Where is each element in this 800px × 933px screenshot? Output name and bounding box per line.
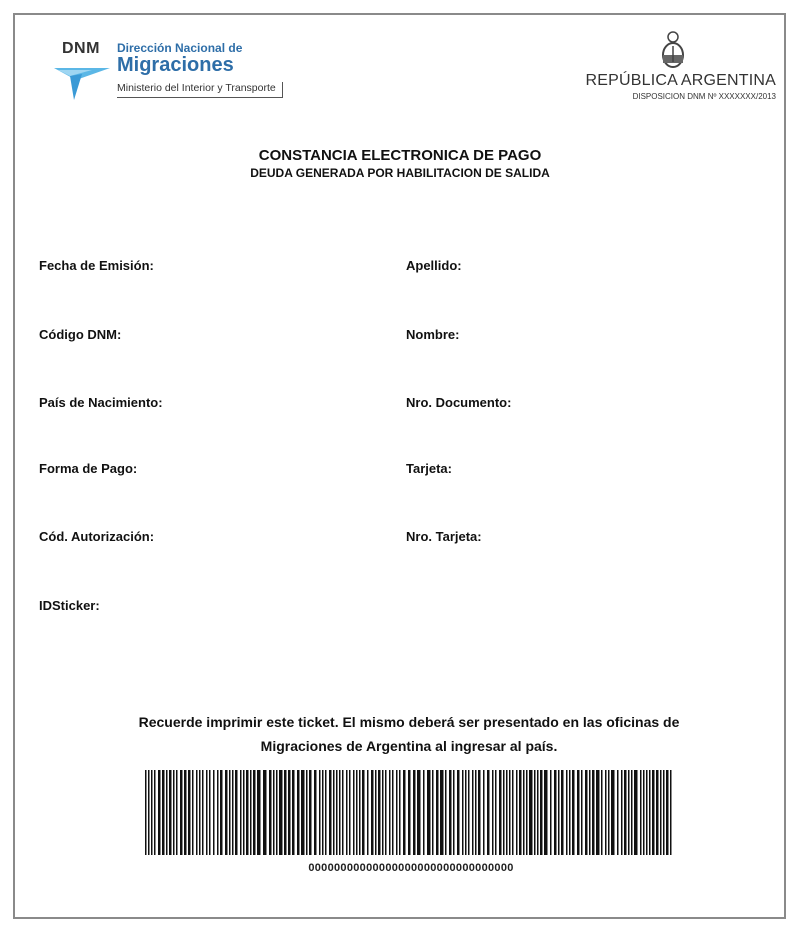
barcode-bar [154,770,156,855]
barcode-bar [306,770,308,855]
barcode-bar [581,770,583,855]
barcode-bar [220,770,223,855]
barcode-bar [408,770,411,855]
barcode-bar [378,770,381,855]
barcode-bar [202,770,204,855]
disposition-number: DISPOSICION DNM Nº XXXXXXX/2013 [632,92,776,101]
barcode-bar [468,770,470,855]
barcode-bar [329,770,332,855]
notice-line-2: Migraciones de Argentina al ingresar al país. [260,738,558,754]
barcode-bar [375,770,377,855]
barcode-bar [529,770,533,855]
barcode-bar [213,770,215,855]
barcode-bar [217,770,219,855]
barcode-bar [257,770,261,855]
barcode-bar [577,770,580,855]
barcode-bar [649,770,651,855]
barcode-bar [472,770,474,855]
barcode-bar [566,770,568,855]
barcode-bar [506,770,508,855]
barcode-bar [279,770,283,855]
barcode-bar [173,770,175,855]
document-title: CONSTANCIA ELECTRONICA DE PAGO [258,147,542,164]
barcode-bar [292,770,295,855]
barcode-bar [540,770,543,855]
barcode-bar [246,770,249,855]
barcode-bar [432,770,434,855]
barcode-bar [232,770,234,855]
barcode-bar [162,770,165,855]
barcode-bar [592,770,595,855]
barcode-bar [495,770,497,855]
field-tarjeta: Tarjeta: [406,461,452,476]
barcode-bar [148,770,150,855]
barcode-bar [453,770,455,855]
barcode-bar [253,770,256,855]
barcode-bar [297,770,300,855]
barcode-bar [534,770,536,855]
barcode-bar [250,770,252,855]
barcode-bar [624,770,627,855]
field-nombre: Nombre: [406,327,460,342]
field-fecha-emision: Fecha de Emisión: [39,258,154,273]
barcode-bar [643,770,645,855]
barcode-bar [445,770,447,855]
barcode-bar [656,770,659,855]
barcode-bar [399,770,401,855]
barcode-bar [169,770,172,855]
barcode-bar [389,770,391,855]
field-pais-nacimiento: País de Nacimiento: [39,395,163,410]
barcode-bar [196,770,198,855]
barcode-bar [608,770,610,855]
barcode-number: 00000000000000000000000000000000 [308,862,514,874]
barcode-bar [417,770,421,855]
barcode-bar [660,770,662,855]
barcode-bar [423,770,425,855]
barcode-bar [385,770,387,855]
barcode-bar [176,770,178,855]
barcode-bar [465,770,467,855]
barcode-bar [288,770,291,855]
logo-line-2: Migraciones [117,54,234,76]
barcode-bar [273,770,275,855]
barcode-bar [487,770,490,855]
barcode-bar [631,770,633,855]
barcode-bar [314,770,317,855]
barcode-bar [457,770,460,855]
republic-header [556,30,776,110]
barcode-bar [342,770,344,855]
barcode-bar [516,770,518,855]
barcode-bar [349,770,351,855]
barcode-bar [646,770,648,855]
barcode-bar [151,770,153,855]
barcode-bar [309,770,312,855]
barcode-bar [206,770,208,855]
barcode-bar [367,770,369,855]
document-subtitle: DEUDA GENERADA POR HABILITACION DE SALIDA [250,166,550,180]
barcode-bar [634,770,638,855]
barcode-bar [572,770,575,855]
barcode-bar [512,770,514,855]
barcode-bar [509,770,511,855]
barcode-bar [166,770,168,855]
logo-line-1: Dirección Nacional de [117,41,243,55]
barcode-bar [336,770,338,855]
barcode-bar [666,770,669,855]
barcode-bar [243,770,245,855]
barcode-bar [382,770,384,855]
barcode-bar [670,770,672,855]
barcode-bar [322,770,324,855]
barcode-bar [663,770,665,855]
barcode-bar [353,770,355,855]
barcode-bar [188,770,191,855]
barcode-bar [403,770,406,855]
barcode-bar [339,770,341,855]
barcode-bar [192,770,194,855]
barcode-bar [601,770,603,855]
barcode-bar [621,770,623,855]
barcode-bar [449,770,452,855]
barcode-bar [413,770,416,855]
field-nro-documento: Nro. Documento: [406,395,512,410]
barcode-bar [145,770,147,855]
field-forma-pago: Forma de Pago: [39,461,138,476]
barcode-bar [537,770,539,855]
dnm-logo [52,40,322,104]
barcode-bar [269,770,272,855]
notice-line-1: Recuerde imprimir este ticket. El mismo deberá ser presentado en las oficinas de [138,714,680,730]
barcode-bar [301,770,305,855]
barcode-bar [371,770,374,855]
barcode-bar [554,770,557,855]
barcode-bar [235,770,238,855]
barcode-bar [263,770,267,855]
barcode-bar [550,770,552,855]
barcode-bar [478,770,481,855]
field-apellido: Apellido: [406,258,462,273]
barcode-bar [440,770,444,855]
barcode-bar [652,770,655,855]
barcode-bar [503,770,505,855]
barcode-bar [229,770,231,855]
barcode-bar [359,770,361,855]
field-nro-tarjeta: Nro. Tarjeta: [406,529,482,544]
barcode-bar [558,770,560,855]
barcode-bar [209,770,211,855]
barcode-bar [333,770,335,855]
barcode-bar [346,770,348,855]
barcode-bar [362,770,365,855]
barcode-bar [519,770,522,855]
barcode-bar [483,770,485,855]
barcode-bar [585,770,588,855]
barcode-bar [325,770,327,855]
barcode-bar [596,770,600,855]
barcode-bar [180,770,183,855]
barcode-bar [561,770,564,855]
barcode-bar [225,770,228,855]
barcode-bar [240,770,242,855]
barcode-bar [589,770,591,855]
coat-of-arms-icon [660,30,686,70]
barcode-bar [605,770,607,855]
barcode-bar [569,770,571,855]
barcode-bar [475,770,477,855]
barcode-bar [284,770,287,855]
barcode-bar [544,770,548,855]
barcode-bar [628,770,630,855]
barcode-bar [523,770,525,855]
field-id-sticker: IDSticker: [39,598,100,613]
field-codigo-dnm: Código DNM: [39,327,122,342]
field-cod-autorizacion: Cód. Autorización: [39,529,155,544]
barcode-bar [396,770,398,855]
barcode-bar [640,770,642,855]
barcode [145,770,675,855]
barcode-bar [184,770,187,855]
barcode-bar [611,770,615,855]
barcode-bar [276,770,278,855]
barcode-bar [492,770,494,855]
barcode-bar [356,770,358,855]
logo-abbreviation: DNM [62,40,100,57]
barcode-bar [199,770,201,855]
country-name: REPÚBLICA ARGENTINA [585,72,776,89]
barcode-bar [462,770,464,855]
barcode-bar [617,770,619,855]
barcode-bar [158,770,161,855]
barcode-bar [427,770,431,855]
logo-line-3: Ministerio del Interior y Transporte [117,82,283,98]
barcode-bar [436,770,439,855]
barcode-bar [392,770,394,855]
barcode-bar [319,770,321,855]
barcode-bar [499,770,502,855]
barcode-bar [526,770,528,855]
